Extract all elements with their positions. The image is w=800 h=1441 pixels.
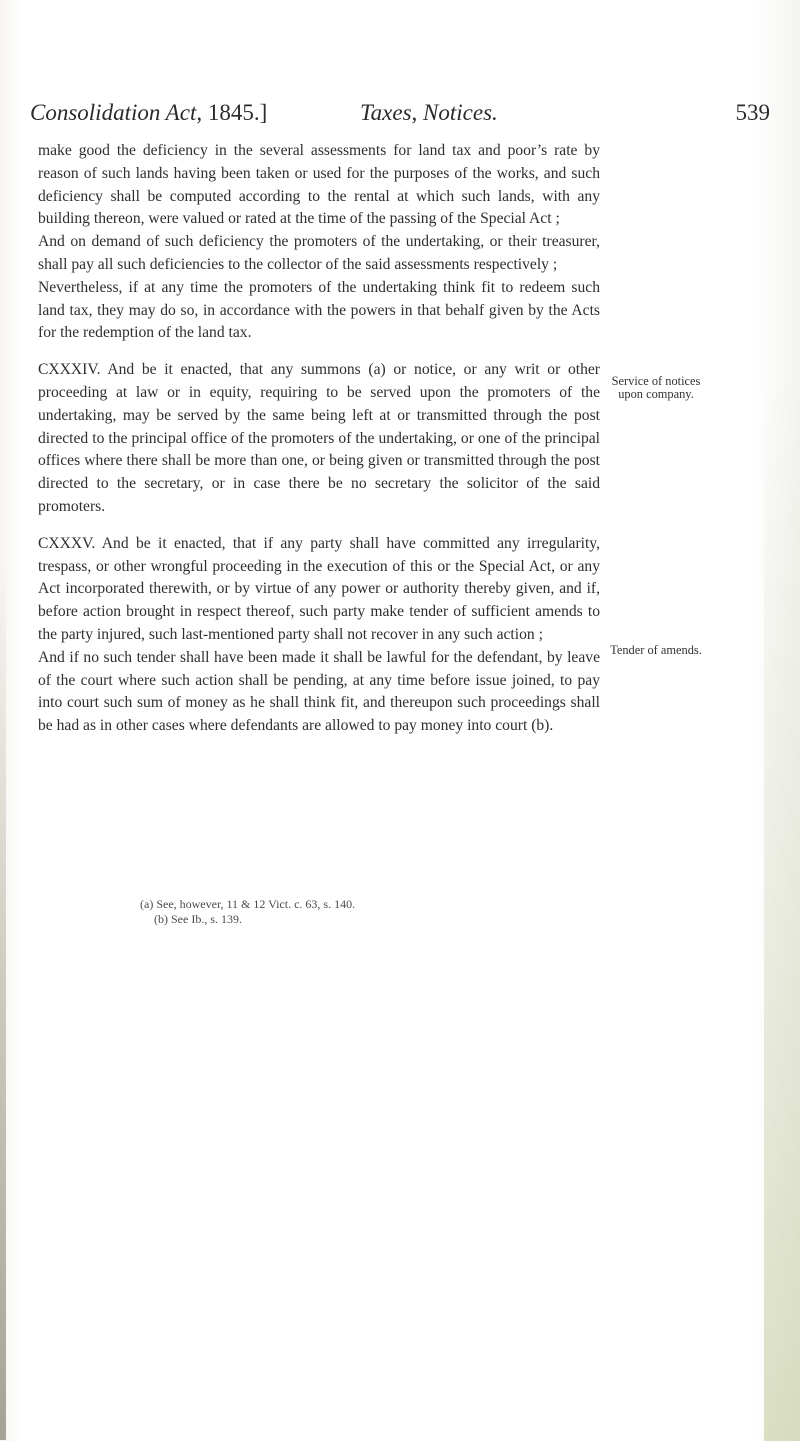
footnote-a: (a) See, however, 11 & 12 Vict. c. 63, s. 140. <box>140 897 356 911</box>
paragraph-nevertheless: Nevertheless, if at any time the promoters of the undertaking think fit to redeem such land tax, they may do so, in accordance with the powers in that behalf given by the Acts for the redemption of the land tax. <box>38 278 600 342</box>
page-edge-discoloration <box>764 380 800 1441</box>
marginal-note-tender: Tender of amends. <box>610 643 702 657</box>
marginal-note-service: Service of notices upon company. <box>611 374 701 401</box>
section-gap <box>38 519 600 533</box>
header-section-title: Taxes, Notices. <box>360 100 498 125</box>
footnotes <box>140 897 580 927</box>
running-header <box>30 100 770 134</box>
section-cxxxv: CXXXV. And be it enacted, that if any party shall have committed any irregularity, trespass, or other wrongful proceeding in the execution of this or the Special Act, or any Act incorporated therewith, or by virtue of any power or authority thereby given, and if, before action brought in respect thereof, such party make tender of sufficient amends to the party injured, such last-mentioned party shall not recover in any such action ; <box>38 534 600 643</box>
section-gap <box>38 345 600 359</box>
page-number: 539 <box>735 100 770 125</box>
page-binding-shadow <box>0 560 6 1440</box>
paragraph-demand: And on demand of such deficiency the promoters of the undertaking, or their treasurer, shall pay all such deficiencies to the collector of the said assessments respectively ; <box>38 233 600 273</box>
main-text <box>38 140 600 738</box>
footnote-b: (b) See Ib., s. 139. <box>154 912 242 926</box>
paragraph-deficiency: make good the deficiency in the several assessments for land tax and poor’s rate by reason of such lands having been taken or used for the purposes of the works, and such deficiency shall be computed according to the rental at which such lands, with any building thereon, were valued or rated at the time of the passing of the Special Act ; <box>38 142 600 228</box>
header-act-title: Consolidation Act, 1845.] <box>30 100 268 125</box>
header-year: 1845.] <box>207 100 268 125</box>
section-cxxxiv: CXXXIV. And be it enacted, that any summons (a) or notice, or any writ or other proceeding at law or in equity, requiring to be served upon the promoters of the undertaking, may be served by the same being left at or transmitted through the post directed to the principal office of the promoters of the undertaking, or one of the principal offices where there shall be more than one, or being given or transmitted through the post directed to the secretary, or in case there be no secretary the solicitor of the said promoters. <box>38 361 600 515</box>
paragraph-no-tender: And if no such tender shall have been made it shall be lawful for the defendant, by leave of the court where such action shall be pending, at any time before issue joined, to pay into court such sum of money as he shall think fit, and thereupon such proceedings shall be had as in other cases where defendants are allowed to pay money into court (b). <box>38 648 600 735</box>
